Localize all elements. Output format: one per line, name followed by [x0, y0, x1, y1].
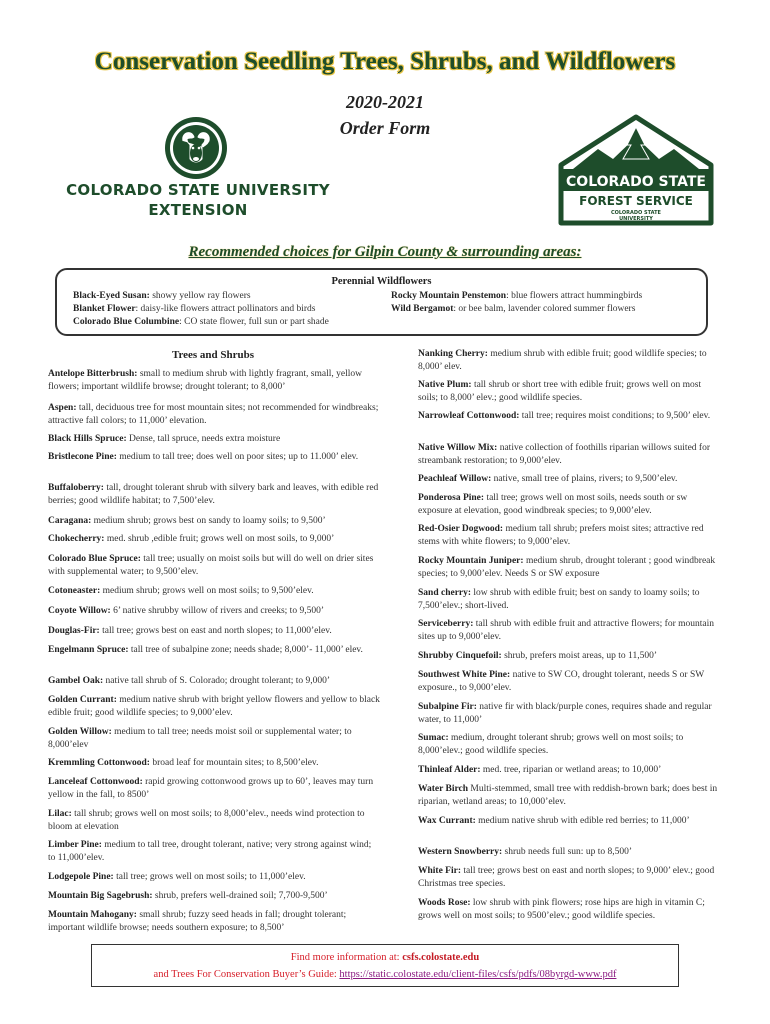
plant-entry [48, 839, 381, 865]
plant-name: Southwest White Pine: [418, 670, 511, 680]
wildflowers-title: Perennial Wildflowers [331, 276, 432, 287]
plant-name: Caragana: [48, 516, 92, 526]
plant-desc: low shrub with edible fruit; best on sandy to loamy soils; to 7,500’elev.; short-lived. [418, 588, 700, 611]
plant-entry [48, 368, 381, 394]
plant-name: Mountain Big Sagebrush: [48, 891, 153, 901]
plant-desc: tall tree; grows well on most soils, needs south or sw exposure at elevation, good windbreak species; to 9,000’elev. [418, 493, 688, 516]
wildflower-item [391, 291, 642, 301]
plant-desc: tall tree; grows well on most soils; to 11,000’elev. [113, 872, 306, 882]
plant-entry [418, 897, 718, 923]
wildflower-desc: : daisy-like flowers attract pollinators and birds [135, 304, 316, 314]
plant-entry [418, 732, 718, 758]
wildflower-name: Wild Bergamot [391, 304, 454, 314]
plant-entry [418, 701, 718, 727]
plant-desc: tall, deciduous tree for most mountain sites; not recommended for windbreaks; attractive fall colors; to 11,000’ elevation. [48, 403, 379, 426]
plant-entry [48, 726, 381, 752]
plant-desc: native collection of foothills riparian willows suited for streambank restoration; to 9,000’elev. [418, 443, 710, 466]
plant-name: Native Willow Mix: [418, 443, 498, 453]
plant-desc: med. shrub ,edible fruit; grows well on most soils, to 9,000’ [104, 534, 335, 544]
plant-entry [418, 348, 718, 374]
plant-desc: 6’ native shrubby willow of rivers and creeks; to 9,500’ [110, 606, 324, 616]
wildflower-desc: : or bee balm, lavender colored summer flowers [453, 304, 636, 314]
plant-desc: native to SW CO, drought tolerant, needs S or SW exposure., to 9,000’elev. [418, 670, 705, 693]
plant-name: Sumac: [418, 733, 449, 743]
plant-desc: medium native shrub with edible red berries; to 11,000’ [475, 816, 690, 826]
plant-desc: medium to tall tree, drought tolerant, native; very strong against wind; to 11,000’elev. [48, 840, 372, 863]
plant-entry [418, 442, 718, 468]
plant-name: Buffaloberry: [48, 483, 104, 493]
plant-desc: rapid growing cottonwood grows up to 60’, leaves may turn yellow in the fall, to 8500’ [48, 777, 374, 800]
wildflower-item [73, 304, 315, 314]
plant-entry [418, 669, 718, 695]
plant-entry [48, 515, 381, 528]
plant-desc: tall tree; requires moist conditions; to 9,500’ elev. [519, 411, 711, 421]
plant-entry [48, 675, 381, 688]
plant-name: Red-Osier Dogwood: [418, 524, 504, 534]
plant-name: Subalpine Fir: [418, 702, 477, 712]
plant-name: Mountain Mahogany: [48, 910, 137, 920]
wildflower-name: Blanket Flower [73, 304, 136, 314]
plant-entry [48, 776, 381, 802]
plant-name: Gambel Oak: [48, 676, 104, 686]
plant-name: Thinleaf Alder: [418, 765, 481, 775]
plant-entry [418, 379, 718, 405]
plant-desc: tall shrub with edible fruit and attractive flowers; for mountain sites up to 9,000’elev. [418, 619, 714, 642]
plant-entry [48, 757, 381, 770]
plant-entry [418, 650, 718, 663]
plant-desc: Multi-stemmed, small tree with reddish-brown bark; does best in riparian, wetland areas; to 10,000’elev. [418, 784, 718, 807]
csu-line1: COLORADO STATE UNIVERSITY [66, 181, 330, 199]
plant-entry [418, 473, 718, 486]
wildflower-name: Colorado Blue Columbine [73, 317, 180, 327]
plant-entry [48, 694, 381, 720]
plant-desc: tall tree; grows best on east and north slopes; to 11,000’elev. [99, 626, 332, 636]
wildflower-item [73, 317, 329, 327]
csu-line2: EXTENSION [148, 201, 248, 219]
plant-entry [418, 555, 718, 581]
csfs-line1: COLORADO STATE [566, 174, 706, 190]
plant-name: Shrubby Cinquefoil: [418, 651, 502, 661]
plant-desc: medium tall shrub; prefers moist sites; attractive red stems with white flowers; to 9,000’elev. [418, 524, 704, 547]
plant-desc: tall, drought tolerant shrub with silvery bark and leaves, with edible red berries; good wildlife habitat; to 7,500’elev. [48, 483, 379, 506]
footer-line2 [92, 966, 678, 983]
plant-name: Douglas-Fir: [48, 626, 100, 636]
plant-name: Engelmann Spruce: [48, 645, 129, 655]
plant-entry [418, 523, 718, 549]
plant-desc: low shrub with pink flowers; rose hips are high in vitamin C; grows well on most soils; to 9500’elev.; good wildlife species. [418, 898, 705, 921]
trees-shrubs-title: Trees and Shrubs [171, 349, 255, 361]
plant-name: Wax Currant: [418, 816, 476, 826]
plant-name: Limber Pine: [48, 840, 102, 850]
plant-name: Sand cherry: [418, 588, 472, 598]
wildflower-item [73, 291, 251, 301]
footer-info-box [91, 944, 679, 987]
plant-name: Serviceberry: [418, 619, 474, 629]
footer-line1-text: Find more information at: [290, 952, 403, 963]
plant-desc: medium shrub; grows best on sandy to loamy soils; to 9,500’ [91, 516, 326, 526]
plant-entry [48, 909, 381, 935]
plant-entry [48, 533, 381, 546]
footer-line1 [92, 949, 678, 966]
plant-entry [418, 815, 718, 828]
plant-entry [48, 402, 381, 428]
plant-name: Rocky Mountain Juniper: [418, 556, 524, 566]
plant-desc: tall shrub; grows well on most soils; to 8,000’elev., needs wind protection to bloom at elevation [48, 809, 365, 832]
plant-desc: native, small tree of plains, rivers; to 9,500’elev. [491, 474, 678, 484]
plant-desc: native fir with black/purple cones, requires shade and regular water, to 11,000’ [418, 702, 712, 725]
footer-line2-text: and Trees For Conservation Buyer’s Guide: [153, 969, 340, 980]
plant-desc: shrub, prefers moist areas, up to 11,500’ [501, 651, 657, 661]
form-name: Order Form [339, 118, 431, 138]
plant-entry [418, 410, 718, 423]
plant-entry [48, 553, 381, 579]
plant-desc: small shrub; fuzzy seed heads in fall; drought tolerant; important wildlife browse; needs southern exposure; to 8,500’ [48, 910, 347, 933]
plant-name: Native Plum: [418, 380, 472, 390]
plant-name: Peachleaf Willow: [418, 474, 492, 484]
plant-name: White Fir: [418, 866, 462, 876]
plant-entry [418, 846, 718, 859]
plant-desc: tall tree; grows best on east and north slopes; to 9,000’ elev.; good Christmas tree species. [418, 866, 715, 889]
csu-extension-wordmark [48, 180, 348, 220]
plant-name: Nanking Cherry: [418, 349, 488, 359]
plant-desc: tall shrub or short tree with edible fruit; grows well on most soils; to 8,000’ elev.; good wildlife species. [418, 380, 702, 403]
plant-desc: small to medium shrub with lightly fragrant, small, yellow flowers; important wildlife browse; drought tolerant; to 8,000’ [48, 369, 362, 392]
plant-entry [48, 482, 381, 508]
plant-name: Cotoneaster: [48, 586, 101, 596]
plant-name: Lodgepole Pine: [48, 872, 114, 882]
plant-desc: medium native shrub with bright yellow flowers and yellow to black edible fruit; good wildlife species; to 9,000’elev. [48, 695, 380, 718]
plant-name: Lilac: [48, 809, 72, 819]
plant-name: Western Snowberry: [418, 847, 503, 857]
plant-desc: medium to tall tree; needs moist soil or supplemental water; to 8,000’elev [48, 727, 352, 750]
plant-name: Black Hills Spruce: [48, 434, 127, 444]
plant-name: Lanceleaf Cottonwood: [48, 777, 143, 787]
plant-desc: tall tree of subalpine zone; needs shade; 8,000’- 11,000’ elev. [128, 645, 363, 655]
csfs-logo [553, 113, 719, 231]
plant-desc: med. tree, riparian or wetland areas; to 10,000’ [480, 765, 662, 775]
plant-entry [48, 605, 381, 618]
buyers-guide-link[interactable]: https://static.colostate.edu/client-files/csfs/pdfs/08byrgd-www.pdf [339, 969, 617, 980]
plant-desc: Dense, tall spruce, needs extra moisture [126, 434, 281, 444]
plant-entry [418, 865, 718, 891]
plant-name: Aspen: [48, 403, 77, 413]
wildflower-item [391, 304, 635, 314]
csu-ram-logo [163, 115, 229, 181]
plant-entry [418, 764, 718, 777]
plant-entry [418, 618, 718, 644]
plant-entry [48, 644, 381, 657]
plant-name: Kremmling Cottonwood: [48, 758, 150, 768]
form-years: 2020-2021 [346, 92, 424, 112]
plant-name: Water Birch [418, 784, 469, 794]
plant-entry [48, 585, 381, 598]
csfs-line3: COLORADO STATE [611, 210, 661, 216]
plant-entry [48, 808, 381, 834]
plant-name: Antelope Bitterbrush: [48, 369, 138, 379]
plant-name: Ponderosa Pine: [418, 493, 485, 503]
plant-desc: medium to tall tree; does well on poor sites; up to 11.000’ elev. [116, 452, 359, 462]
plant-name: Narrowleaf Cottonwood: [418, 411, 520, 421]
plant-desc: medium shrub, drought tolerant ; good windbreak species; to 9,000’elev. Needs S or SW exposure [418, 556, 716, 579]
wildflower-name: Rocky Mountain Penstemon [391, 291, 507, 301]
plant-desc: shrub, prefers well-drained soil; 7,700-9,500’ [152, 891, 328, 901]
plant-name: Bristlecone Pine: [48, 452, 117, 462]
plant-name: Coyote Willow: [48, 606, 111, 616]
wildflower-desc: : blue flowers attract hummingbirds [506, 291, 643, 301]
plant-name: Golden Willow: [48, 727, 112, 737]
plant-desc: tall tree; usually on moist soils but will do well on drier sites with supplemental water; to 9,500’elev. [48, 554, 374, 577]
plant-entry [48, 871, 381, 884]
wildflower-desc: showy yellow ray flowers [149, 291, 251, 301]
csfs-line2: FOREST SERVICE [579, 194, 693, 208]
plant-entry [418, 587, 718, 613]
plant-desc: broad leaf for mountain sites; to 8,500’elev. [149, 758, 319, 768]
page-title: Conservation Seedling Trees, Shrubs, and Wildflowers [94, 48, 676, 75]
plant-name: Woods Rose: [418, 898, 471, 908]
plant-name: Chokecherry: [48, 534, 105, 544]
plant-desc: medium, drought tolerant shrub; grows well on most soils; to 8,000’elev.; good wildlife species. [418, 733, 684, 756]
plant-desc: native tall shrub of S. Colorado; drought tolerant; to 9,000’ [103, 676, 331, 686]
plant-entry [418, 783, 718, 809]
plant-desc: shrub needs full sun: up to 8,500’ [502, 847, 632, 857]
wildflowers-box [55, 268, 708, 336]
plant-entry [418, 492, 718, 518]
csfs-line4: UNIVERSITY [619, 216, 653, 222]
plant-entry [48, 890, 381, 903]
plant-name: Colorado Blue Spruce: [48, 554, 141, 564]
wildflower-name: Black-Eyed Susan: [73, 291, 150, 301]
plant-desc: medium shrub; grows well on most soils; to 9,500’elev. [100, 586, 314, 596]
plant-name: Golden Currant: [48, 695, 117, 705]
recommended-heading: Recommended choices for Gilpin County & surrounding areas: [188, 244, 582, 260]
plant-desc: medium shrub with edible fruit; good wildlife species; to 8,000’ elev. [418, 349, 707, 372]
wildflower-desc: : CO state flower, full sun or part shade [179, 317, 329, 327]
plant-entry [48, 433, 381, 446]
plant-entry [48, 625, 381, 638]
csfs-website-link[interactable]: csfs.colostate.edu [402, 952, 480, 963]
plant-entry [48, 451, 381, 464]
